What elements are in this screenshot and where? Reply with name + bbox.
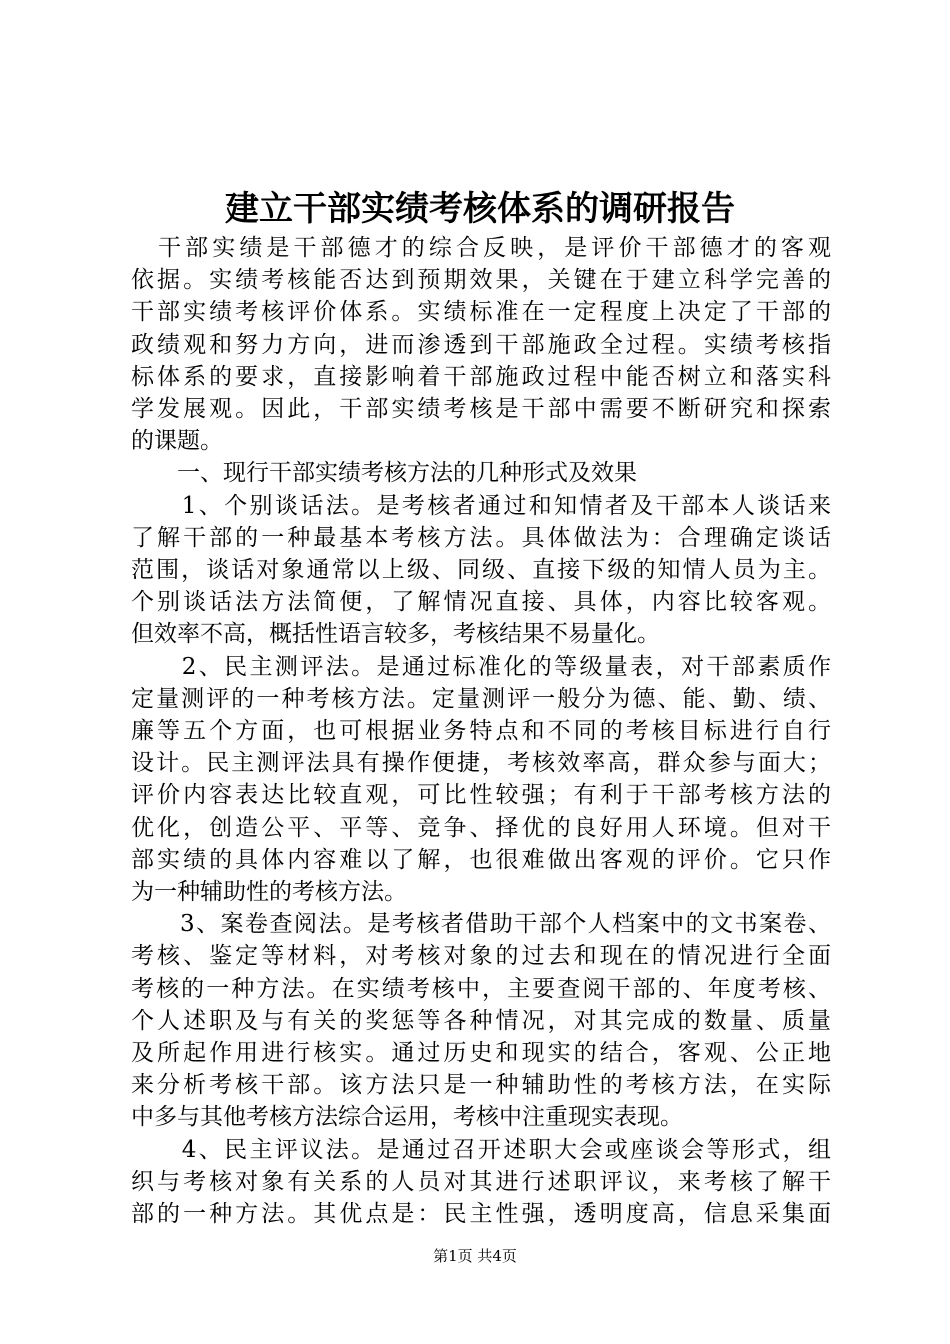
body-line: 4、民主评议法。是通过召开述职大会或座谈会等形式，组 bbox=[131, 1136, 831, 1163]
document-title: 建立干部实绩考核体系的调研报告 bbox=[225, 189, 735, 229]
body-line: 个人述职及与有关的奖惩等各种情况，对其完成的数量、质量 bbox=[131, 1007, 831, 1034]
body-line: 了解干部的一种最基本考核方法。具体做法为：合理确定谈话 bbox=[131, 524, 831, 551]
body-line: 一、现行干部实绩考核方法的几种形式及效果 bbox=[131, 460, 637, 487]
body-line: 考核、鉴定等材料，对考核对象的过去和现在的情况进行全面 bbox=[131, 943, 831, 970]
body-line: 范围，谈话对象通常以上级、同级、直接下级的知情人员为主。 bbox=[131, 557, 831, 583]
body-line: 政绩观和努力方向，进而渗透到干部施政全过程。实绩考核指 bbox=[131, 331, 831, 358]
body-line: 部实绩的具体内容难以了解，也很难做出客观的评价。它只作 bbox=[131, 846, 831, 873]
body-line: 依据。实绩考核能否达到预期效果，关键在于建立科学完善的 bbox=[131, 267, 831, 294]
body-line: 的课题。 bbox=[131, 428, 223, 455]
body-line: 干部实绩是干部德才的综合反映，是评价干部德才的客观 bbox=[131, 235, 831, 261]
body-line: 来分析考核干部。该方法只是一种辅助性的考核方法，在实际 bbox=[131, 1072, 831, 1099]
body-line: 2、民主测评法。是通过标准化的等级量表，对干部素质作 bbox=[131, 653, 831, 680]
body-line: 为一种辅助性的考核方法。 bbox=[131, 879, 407, 905]
body-line: 干部实绩考核评价体系。实绩标准在一定程度上决定了干部的 bbox=[131, 299, 831, 326]
page-footer: 第1页 共4页 bbox=[433, 1247, 517, 1265]
body-line: 评价内容表达比较直观，可比性较强；有利于干部考核方法的 bbox=[131, 782, 831, 809]
body-line: 中多与其他考核方法综合运用，考核中注重现实表现。 bbox=[131, 1104, 683, 1131]
body-line: 廉等五个方面，也可根据业务特点和不同的考核目标进行自行 bbox=[131, 718, 831, 744]
body-line: 3、案卷查阅法。是考核者借助干部个人档案中的文书案卷、 bbox=[131, 911, 831, 938]
body-line: 标体系的要求，直接影响着干部施政过程中能否树立和落实科 bbox=[131, 363, 831, 390]
body-line: 但效率不高，概括性语言较多，考核结果不易量化。 bbox=[131, 621, 660, 648]
body-line: 及所起作用进行核实。通过历史和现实的结合，客观、公正地 bbox=[131, 1040, 831, 1066]
body-line: 设计。民主测评法具有操作便捷，考核效率高，群众参与面大； bbox=[131, 750, 831, 777]
body-line: 考核的一种方法。在实绩考核中，主要查阅干部的、年度考核、 bbox=[131, 975, 831, 1002]
body-line: 织与考核对象有关系的人员对其进行述职评议，来考核了解干 bbox=[131, 1168, 831, 1195]
body-line: 个别谈话法方法简便，了解情况直接、具体，内容比较客观。 bbox=[131, 589, 831, 616]
body-line: 优化，创造公平、平等、竞争、择优的良好用人环境。但对干 bbox=[131, 814, 831, 841]
body-line: 1、个别谈话法。是考核者通过和知情者及干部本人谈话来 bbox=[131, 492, 831, 519]
body-line: 学发展观。因此，干部实绩考核是干部中需要不断研究和探索 bbox=[131, 396, 831, 422]
body-line: 部的一种方法。其优点是：民主性强，透明度高，信息采集面 bbox=[131, 1201, 831, 1227]
body-line: 定量测评的一种考核方法。定量测评一般分为德、能、勤、绩、 bbox=[131, 685, 831, 712]
